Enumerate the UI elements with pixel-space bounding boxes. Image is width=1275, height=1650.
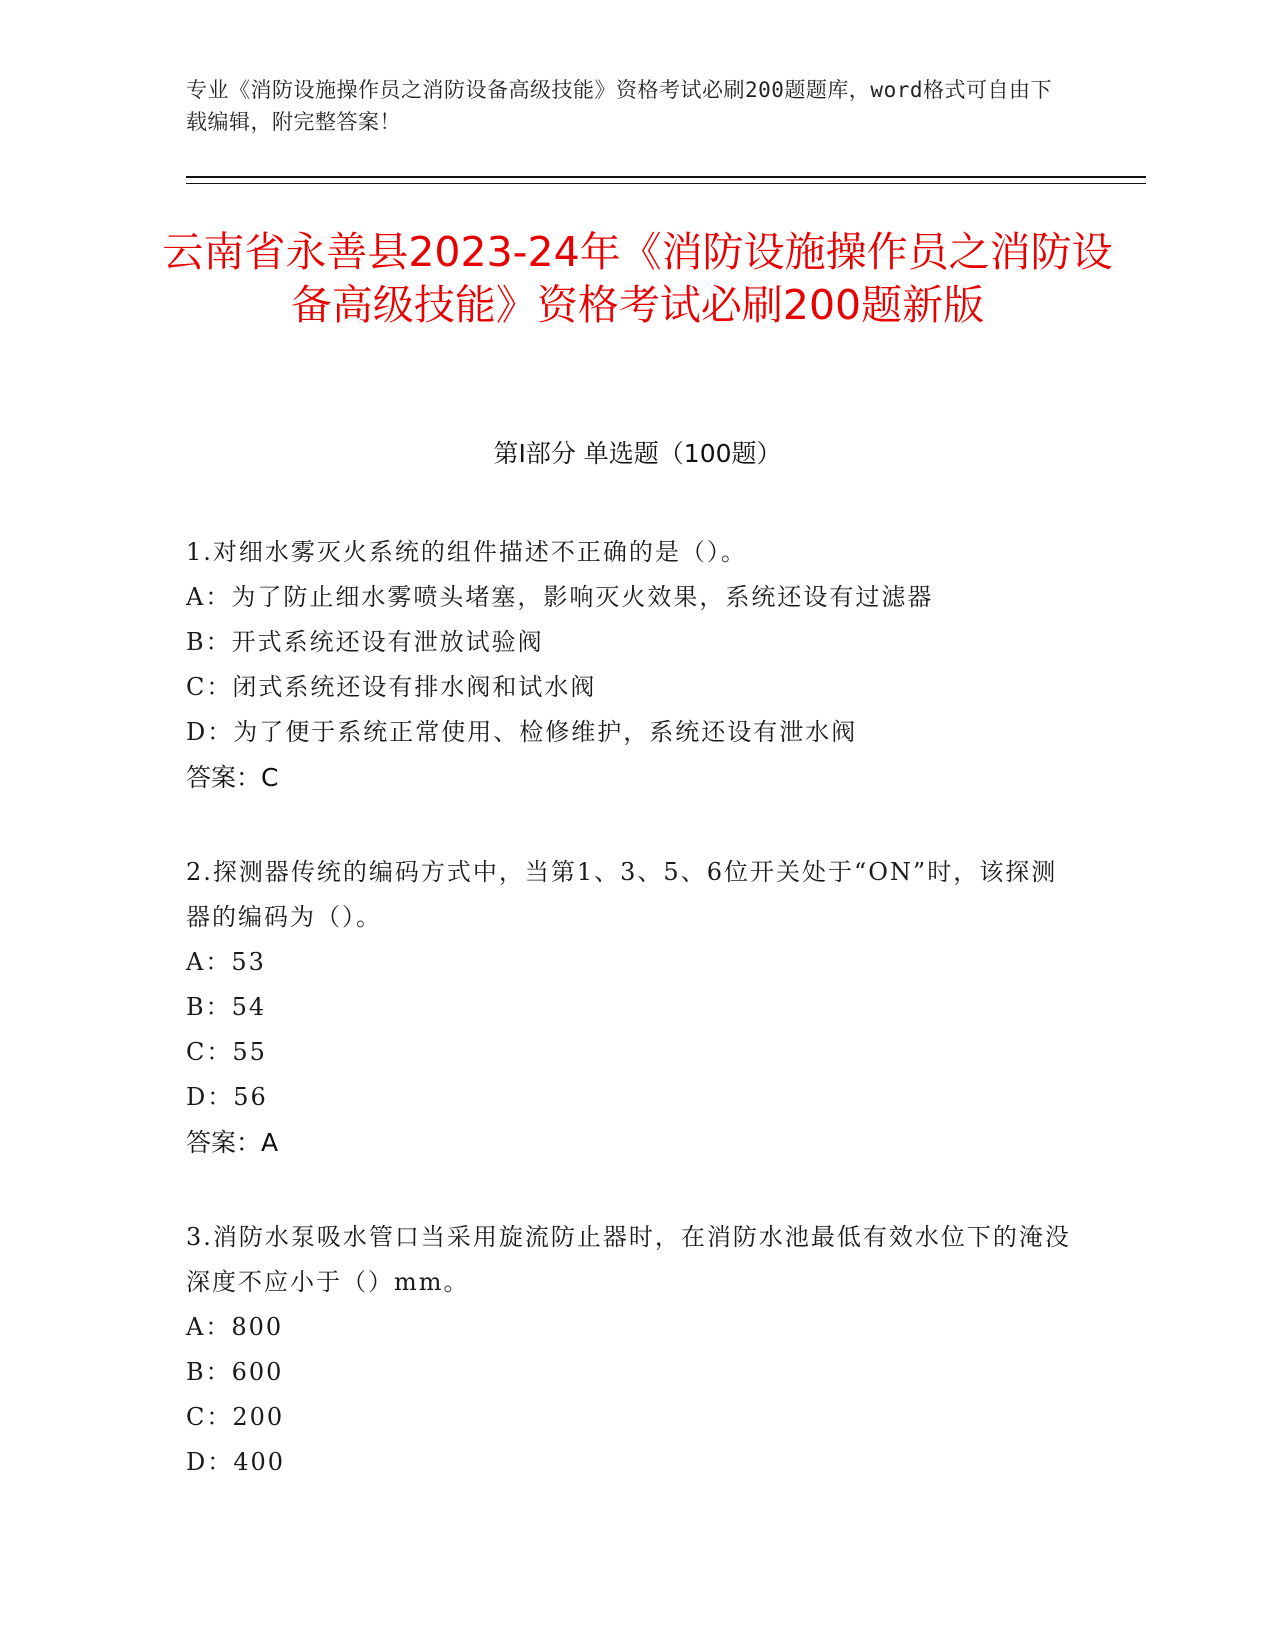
option-b: B：54 xyxy=(186,993,267,1021)
question-3 xyxy=(186,1215,1076,1485)
header-rule-thick xyxy=(186,176,1146,178)
question-stem: 2.探测器传统的编码方式中，当第1、3、5、6位开关处于“ON”时，该探测器的编码为（）。 xyxy=(186,858,1058,931)
question-1 xyxy=(186,530,1076,800)
option-d: D：400 xyxy=(186,1448,286,1476)
option-d: D：为了便于系统正常使用、检修维护，系统还设有泄水阀 xyxy=(186,718,858,746)
option-c: C：200 xyxy=(186,1403,285,1431)
header-note: 专业《消防设施操作员之消防设备高级技能》资格考试必刷200题题库，word格式可自由下载编辑，附完整答案！ xyxy=(186,78,1052,134)
question-2 xyxy=(186,850,1076,1165)
option-a: A：800 xyxy=(186,1313,284,1341)
option-c: C：55 xyxy=(186,1038,267,1066)
question-stem: 1.对细水雾灭火系统的组件描述不正确的是（）。 xyxy=(186,538,747,566)
answer: 答案：A xyxy=(186,1128,279,1157)
header-rule-thin xyxy=(186,183,1146,184)
option-b: B：600 xyxy=(186,1358,284,1386)
option-a: A：53 xyxy=(186,948,266,976)
section-heading: 第Ⅰ部分 单选题（100题） xyxy=(493,439,782,468)
option-d: D：56 xyxy=(186,1083,268,1111)
option-c: C：闭式系统还设有排水阀和试水阀 xyxy=(186,673,597,701)
option-a: A：为了防止细水雾喷头堵塞，影响灭火效果，系统还设有过滤器 xyxy=(186,583,934,611)
option-b: B：开式系统还设有泄放试验阀 xyxy=(186,628,544,656)
answer: 答案：C xyxy=(186,763,279,792)
question-stem: 3.消防水泵吸水管口当采用旋流防止器时，在消防水池最低有效水位下的淹没深度不应小于（）mm。 xyxy=(186,1223,1071,1296)
question-list xyxy=(186,530,1076,1535)
document-title: 云南省永善县2023-24年《消防设施操作员之消防设备高级技能》资格考试必刷200题新版 xyxy=(162,228,1113,329)
